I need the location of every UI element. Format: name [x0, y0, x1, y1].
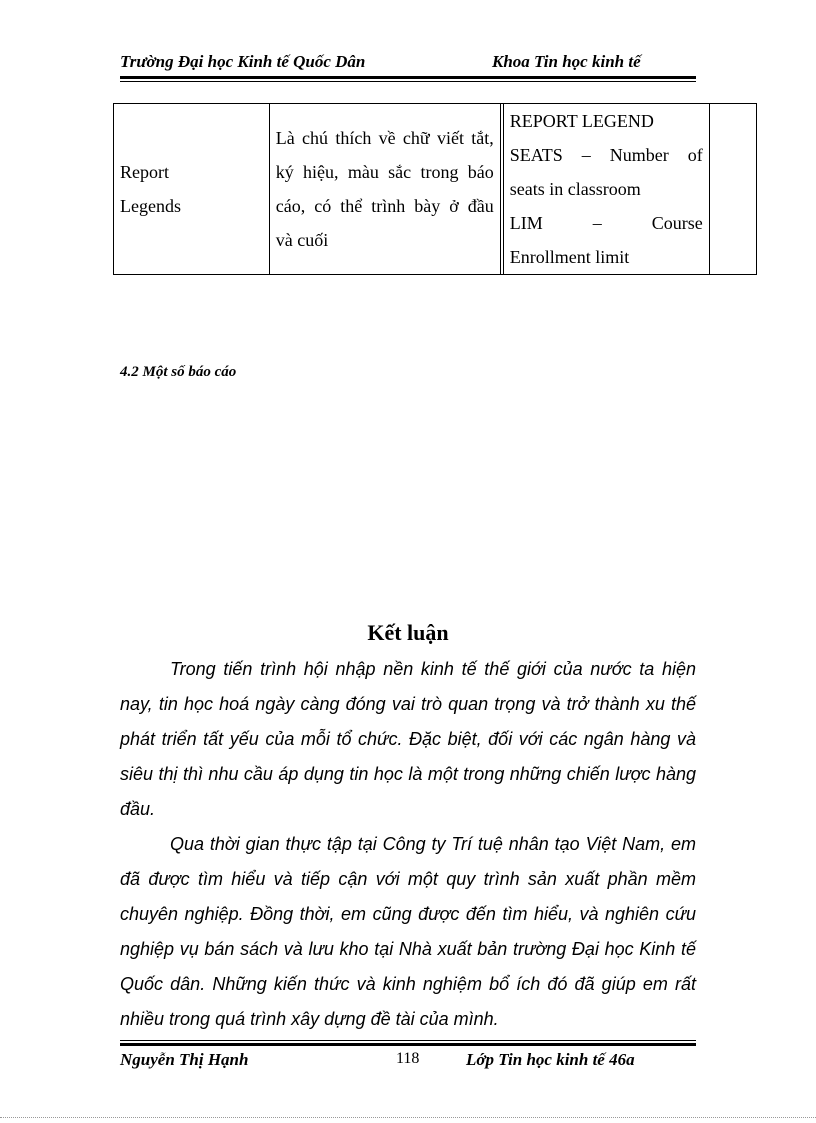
empty-cell	[709, 104, 756, 275]
description-line: và cuối	[275, 230, 329, 250]
section-heading: 4.2 Một số báo cáo	[120, 364, 237, 380]
university-name: Trường Đại học Kinh tế Quốc Dân	[120, 52, 366, 71]
class-name: Lớp Tin học kinh tế 46a	[466, 1050, 635, 1069]
example-line: seats in classroom	[509, 179, 641, 199]
description-line: cáo, có thể trình bày ở đầu	[275, 196, 494, 216]
description-line: ký hiệu, màu sắc trong báo	[275, 162, 494, 182]
example-line: Enrollment limit	[509, 247, 630, 267]
term-cell	[114, 104, 270, 275]
report-legend-table	[113, 103, 757, 275]
description-line: Là chú thích về chữ viết tắt,	[275, 128, 494, 148]
page-number: 118	[396, 1050, 420, 1067]
author-name: Nguyễn Thị Hạnh	[120, 1050, 249, 1069]
footer-rule-thin	[120, 1040, 696, 1041]
example-line: LIM – Course	[509, 213, 703, 233]
conclusion-title: Kết luận	[367, 620, 449, 645]
page-edge	[0, 1117, 816, 1118]
term-line: Legends	[120, 196, 181, 216]
faculty-name: Khoa Tin học kinh tế	[492, 52, 641, 71]
page-header	[120, 52, 696, 78]
example-cell	[503, 104, 709, 275]
header-rule	[120, 76, 696, 79]
example-line: SEATS – Number of	[509, 145, 703, 165]
table-row	[114, 104, 757, 275]
paragraph: Qua thời gian thực tập tại Công ty Trí tuệ nhân tạo Việt Nam, em đã được tìm hiểu và tiếp cận với một quy trình sản xuất phần mềm chuyên nghiệp. Đồng thời, em cũng được đến tìm hiểu, và nghiên cứu nghiệp vụ bán sách và lưu kho tại Nhà xuất bản trường Đại học Kinh tế Quốc dân. Những kiến thức và kinh nghiệm bổ ích đó đã giúp em rất nhiều trong quá trình xây dựng đề tài của mình.	[120, 834, 696, 1029]
footer-rule	[120, 1043, 696, 1046]
example-line: REPORT LEGEND	[509, 111, 654, 131]
term-line: Report	[120, 162, 169, 182]
description-cell	[269, 104, 500, 275]
conclusion-body	[120, 652, 696, 1037]
header-rule-thin	[120, 81, 696, 82]
paragraph: Trong tiến trình hội nhập nền kinh tế thế giới của nước ta hiện nay, tin học hoá ngày càng đóng vai trò quan trọng và trở thành xu thế phát triển tất yếu của mỗi tổ chức. Đặc biệt, đối với các ngân hàng và siêu thị thì nhu cầu áp dụng tin học là một trong những chiến lược hàng đầu.	[120, 659, 696, 819]
